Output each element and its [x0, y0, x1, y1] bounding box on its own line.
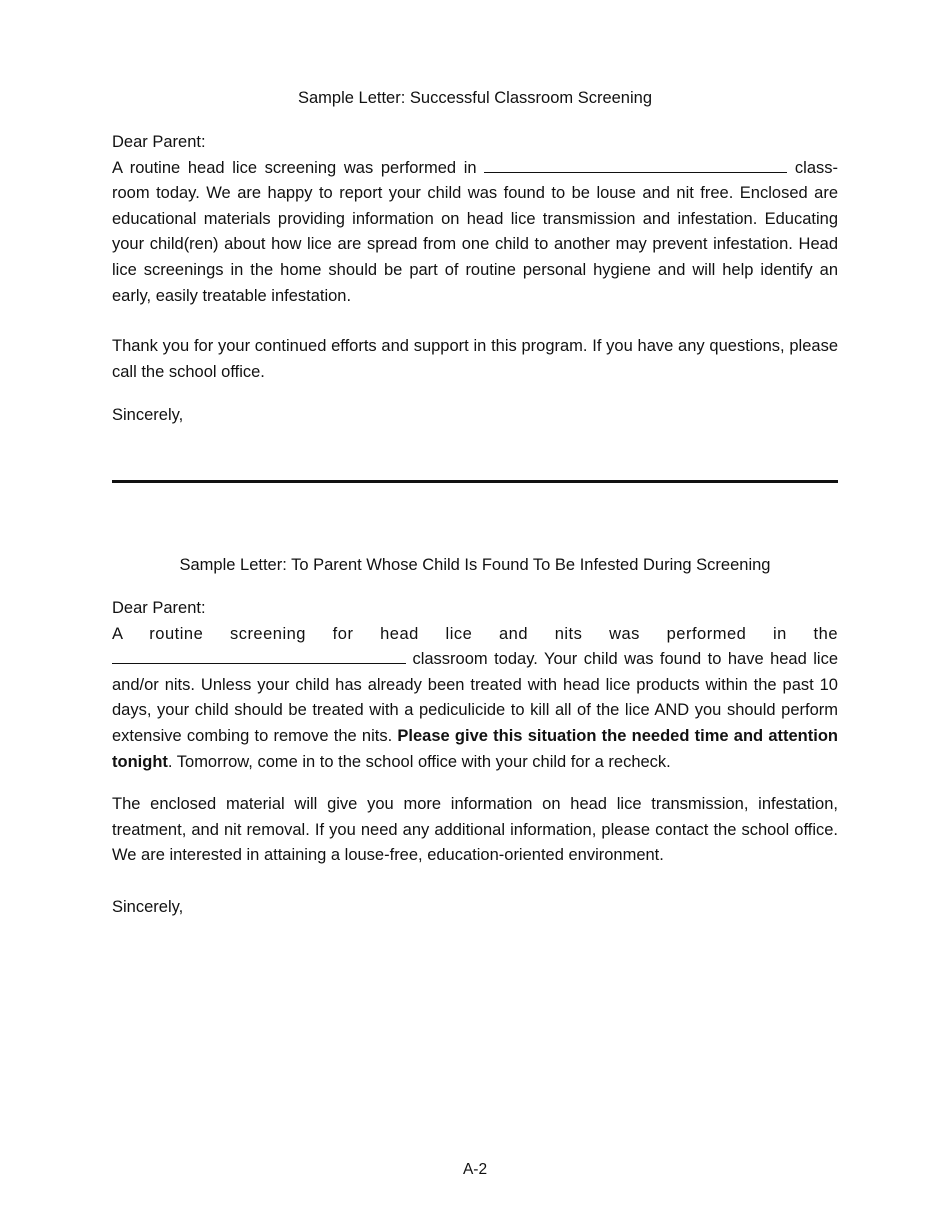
letter2-body — [112, 596, 838, 775]
letter1-body — [112, 130, 838, 309]
page-number: A-2 — [462, 1161, 488, 1178]
letter2-p1-first-line: A routine screening for head lice and nits was performed in the — [112, 624, 838, 643]
letter1-paragraph-2: Thank you for your continued efforts and support in this program. If you have any questions, please call the school office. — [112, 337, 838, 381]
letter1-p1-body: room today. We are happy to report your child was found to be louse and nit free. Enclosed are educational materials providing information on head lice transmission and infestation. Educating your child(ren) about how lice are spread from one child to another may prevent infestation. Head lice screenings in the home should be part of routine personal hygiene and will help identify an early, easily treatable infestation. — [112, 184, 838, 305]
letter2-p1-end: . Tomorrow, come in to the school office with your child for a recheck. — [167, 752, 671, 771]
letter2-salutation: Dear Parent: — [112, 599, 206, 617]
letter1-closing: Sincerely, — [112, 406, 184, 424]
letter2-paragraph-1 — [112, 647, 838, 775]
classroom-blank-line — [484, 156, 787, 173]
letter2-paragraph-2: The enclosed material will give you more information on head lice transmission, infestation, treatment, and nit removal. If you need any additional information, please contact the school office. We are interested in attaining a louse-free, education-oriented environment. — [112, 795, 838, 865]
classroom-blank-line — [112, 647, 406, 664]
letter1-p1-start: A routine head lice screening was performed in — [112, 158, 477, 177]
letter1-p1-rest-first: class- — [794, 158, 838, 177]
section-divider — [112, 480, 838, 483]
letter2-title: Sample Letter: To Parent Whose Child Is Found To Be Infested During Screening — [179, 556, 771, 574]
letter2-closing: Sincerely, — [112, 898, 184, 916]
letter1-title: Sample Letter: Successful Classroom Screening — [298, 89, 652, 107]
letter1-paragraph-1 — [112, 156, 838, 310]
letter1-salutation: Dear Parent: — [112, 133, 206, 151]
letter2-p1-after-blank: classroom today. Your child was found to have head lice and/or nits. Unless your child has already been treated with head lice products within the past 10 days, your child should be treated with a pediculicide to kill all of the lice AND you should perform extensive combing to remove the nits. — [112, 650, 838, 745]
letter2-p1-bold: Please give this situation the needed time and attention tonight — [112, 726, 838, 771]
